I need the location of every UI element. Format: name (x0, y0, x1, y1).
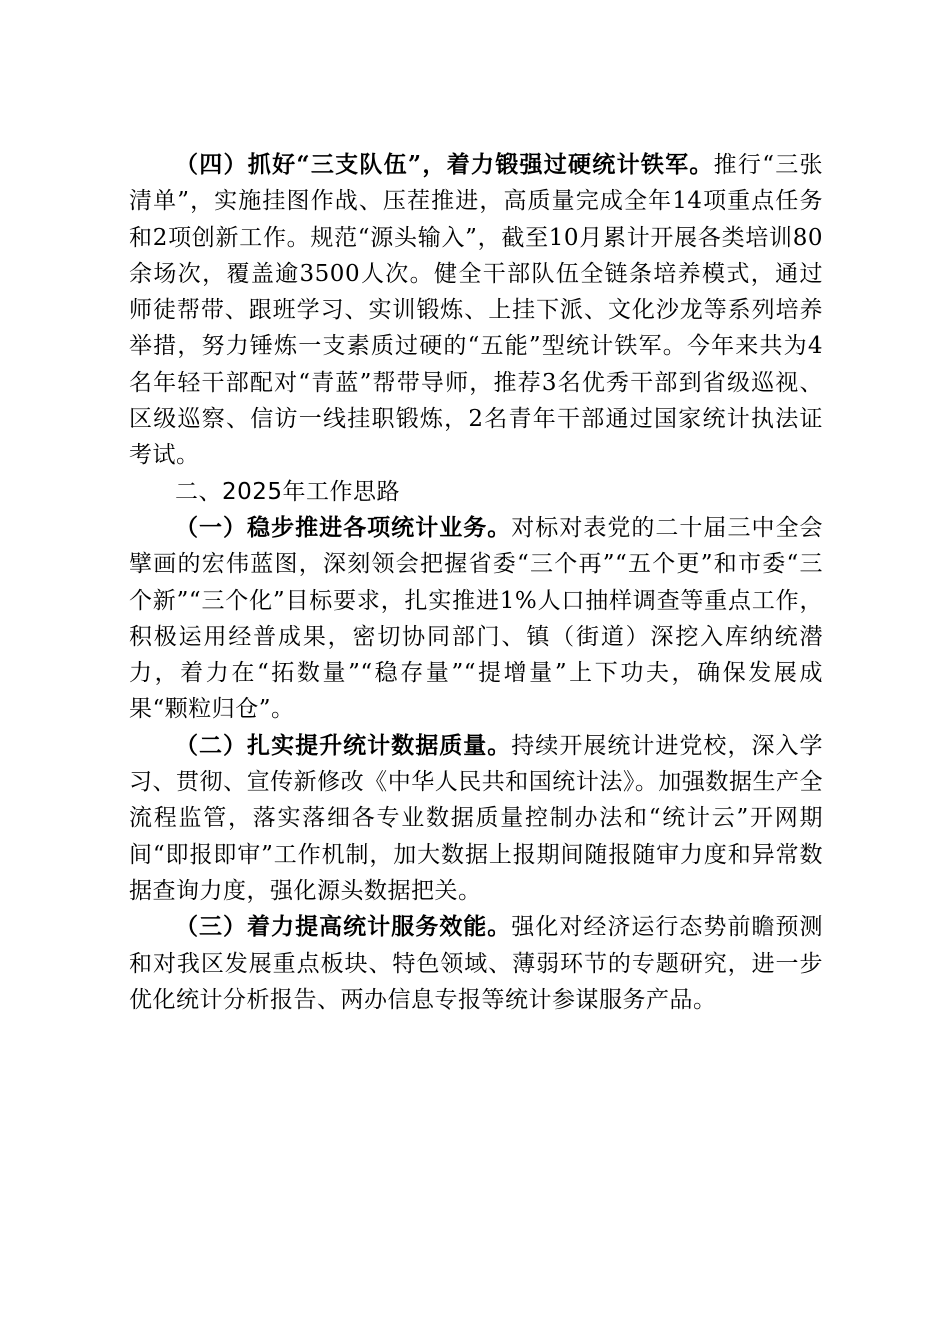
paragraph-four-teams (129, 147, 823, 474)
document-body (129, 147, 823, 1018)
paragraph-lead: （三）着力提高统计服务效能。 (175, 913, 512, 941)
paragraph-text: 推行“三张清单”，实施挂图作战、压茬推进，高质量完成全年14项重点任务和2项创新工作。规范“源头输入”，截至10月累计开展各类培训80余场次，覆盖逾3500人次。健全干部队伍全链条培养模式，通过师徒帮带、跟班学习、实训锻炼、上挂下派、文化沙龙等系列培养举措，努力锤炼一支素质过硬的“五能”型统计铁军。今年来共为4名年轻干部配对“青蓝”帮带导师，推荐3名优秀干部到省级巡视、区级巡察、信访一线挂职锻炼，2名青年干部通过国家统计执法证考试。 (129, 152, 823, 469)
section-heading: 二、2025年工作思路 (175, 478, 401, 505)
paragraph-lead: （四）抓好“三支队伍”，着力锻强过硬统计铁军。 (175, 151, 714, 178)
paragraph-service-efficiency (129, 909, 823, 1018)
paragraph-text: 强化对经济运行态势前瞻预测和对我区发展重点板块、特色领域、薄弱环节的专题研究，进一步优化统计分析报告、两办信息专报等统计参谋服务产品。 (129, 914, 824, 1013)
paragraph-lead: （一）稳步推进各项统计业务。 (175, 513, 512, 541)
paragraph-text: 持续开展统计进党校，深入学习、贯彻、宣传新修改《中华人民共和国统计法》。加强数据生产全流程监管，落实落细各专业数据质量控制办法和“统计云”开网期间“即报即审”工作机制，加大数据上报期间随报随审力度和异常数据查询力度，强化源头数据把关。 (129, 732, 824, 904)
paragraph-lead: （二）扎实提升统计数据质量。 (175, 731, 512, 759)
paragraph-data-quality (129, 728, 823, 909)
paragraph-statistics-business (129, 510, 823, 728)
paragraph-text: 对标对表党的二十届三中全会擘画的宏伟蓝图，深刻领会把握省委“三个再”“五个更”和市委“三个新”“三个化”目标要求，扎实推进1%人口抽样调查等重点工作，积极运用经普成果，密切协同部门、镇（街道）深挖入库纳统潜力，着力在“拓数量”“稳存量”“提增量”上下功夫，确保发展成果“颗粒归仓”。 (129, 514, 824, 723)
